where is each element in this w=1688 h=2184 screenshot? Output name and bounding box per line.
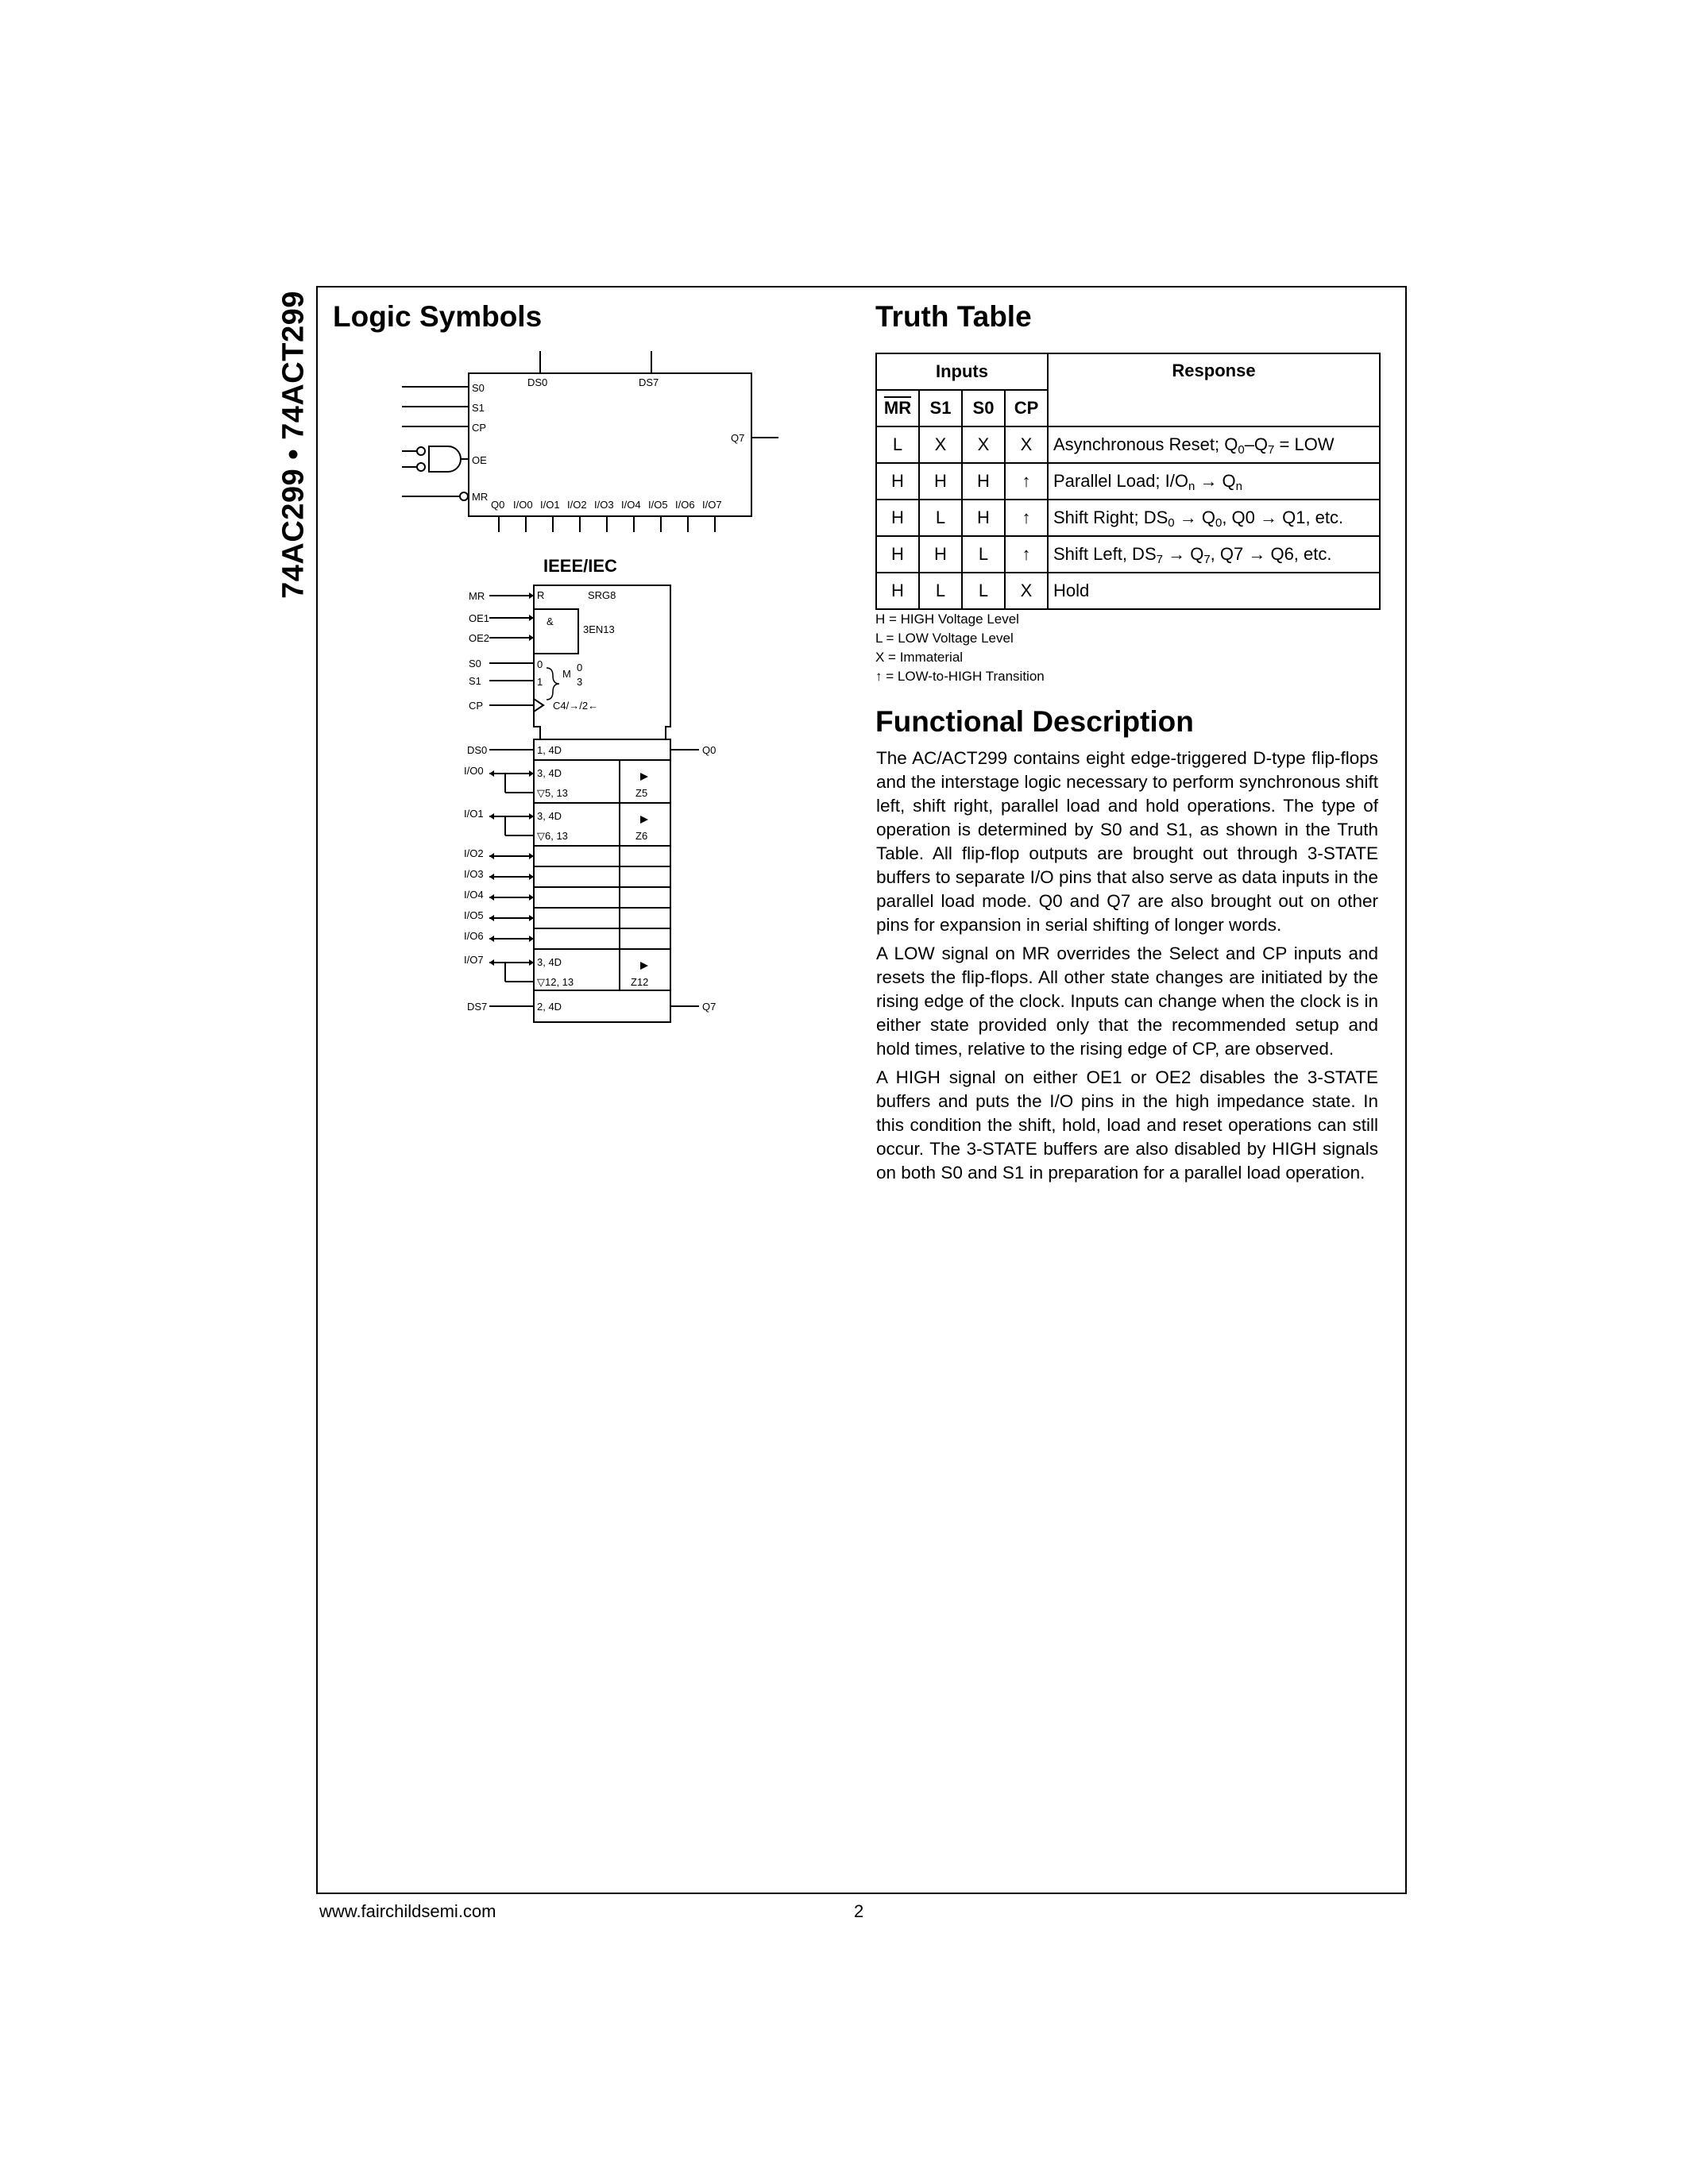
ieee-diagram <box>461 584 731 1032</box>
ieee-ctrl-srg8: SRG8 <box>588 589 616 601</box>
ieee-ctrl-m3: 3 <box>577 676 583 688</box>
pin-ds0: DS0 <box>527 376 548 388</box>
ieee-ctrl-r: R <box>537 589 545 601</box>
logic-symbols-heading: Logic Symbols <box>333 300 543 333</box>
pin-s0: S0 <box>472 382 485 394</box>
ieee-cell-7: 2, 4D <box>537 1001 562 1013</box>
tt-cell: H <box>876 536 919 573</box>
logic-symbol-diagram <box>397 349 794 540</box>
ieee-cell-5: 3, 4D <box>537 956 562 968</box>
ieee-out-q0: Q0 <box>702 744 717 756</box>
truth-table <box>875 353 1381 610</box>
tt-response: Asynchronous Reset; $Q_0-Q_7$ = LOW <box>1048 426 1380 463</box>
functional-p1: The AC/ACT299 contains eight edge-triggered D-type flip-flops and the interstage logic necessary to perform synchronous shift left, shift right, parallel load and hold operations. The type of operation is determined by S0 and S1, as shown in the Truth Table. All flip-flop outputs are brought out through 3-STATE buffers to separate I/O pins that also serve as data inputs in the parallel load mode. Q0 and Q7 are also brought out on other pins for expansion in serial shifting of longer words. <box>876 748 1378 935</box>
tt-cell: H <box>919 463 962 500</box>
tt-cell: L <box>919 573 962 609</box>
tt-cell: L <box>876 426 919 463</box>
side-title-text: 74AC299 • 74ACT299 <box>276 291 311 599</box>
pin-s1: S1 <box>472 402 485 414</box>
ieee-io2: I/O2 <box>464 847 484 859</box>
pin-io4: I/O4 <box>621 499 641 511</box>
pin-oe: OE <box>472 454 487 466</box>
ieee-cell-0: 1, 4D <box>537 744 562 756</box>
pin-cp: CP <box>472 422 487 434</box>
tt-cell: H <box>876 463 919 500</box>
tt-cell: X <box>962 426 1005 463</box>
functional-heading: Functional Description <box>875 705 1194 738</box>
ieee-io5: I/O5 <box>464 909 484 921</box>
legend-l: L = LOW Voltage Level <box>875 631 1014 646</box>
tt-response: Shift Left, $DS_7 \to Q_7$, Q7 → Q6, etc. <box>1048 536 1380 573</box>
footer-url[interactable]: www.fairchildsemi.com <box>319 1901 496 1921</box>
ieee-ctrl-en: 3EN13 <box>583 623 615 635</box>
tt-col-cp: CP <box>1005 390 1048 426</box>
ieee-in-oe1: OE1 <box>469 612 490 624</box>
tt-cell: ↑ <box>1005 536 1048 573</box>
ieee-io4: I/O4 <box>464 889 484 901</box>
table-row <box>876 500 1380 536</box>
tt-cell: X <box>1005 426 1048 463</box>
ieee-cell-4: ▽6, 13 <box>537 830 568 842</box>
ieee-ctrl-m0: 0 <box>577 662 583 673</box>
truth-table-legend <box>875 610 1045 686</box>
ieee-cell-6: ▽12, 13 <box>537 976 574 988</box>
tt-response: Parallel Load; $I/O_n \to Q_n$ <box>1048 463 1380 500</box>
ieee-z12: Z12 <box>631 976 649 988</box>
tt-response: Shift Right; $DS_0 \to Q_0$, Q0 → Q1, etc. <box>1048 500 1380 536</box>
ieee-ds7: DS7 <box>467 1001 488 1013</box>
pin-io3: I/O3 <box>594 499 614 511</box>
ieee-cell-3: 3, 4D <box>537 810 562 822</box>
ieee-io6: I/O6 <box>464 930 484 942</box>
functional-description <box>876 747 1378 1190</box>
ieee-z6: Z6 <box>635 830 648 842</box>
tt-cell: L <box>962 573 1005 609</box>
pin-q7: Q7 <box>731 432 745 444</box>
ieee-cell-2: ▽5, 13 <box>537 787 568 799</box>
pin-mr: MR <box>472 491 489 503</box>
tt-cell: H <box>962 500 1005 536</box>
legend-h: H = HIGH Voltage Level <box>875 612 1019 627</box>
table-row <box>876 426 1380 463</box>
table-row <box>876 573 1380 609</box>
tt-cell: H <box>919 536 962 573</box>
tt-cell: L <box>919 500 962 536</box>
pin-q0: Q0 <box>491 499 505 511</box>
ieee-io0: I/O0 <box>464 765 484 777</box>
tt-col-mr: $\overline{MR}$ <box>876 390 919 426</box>
tt-group-inputs: Inputs <box>876 353 1048 390</box>
ieee-ctrl-m: M <box>562 668 571 680</box>
tt-response: Hold <box>1048 573 1380 609</box>
functional-p3: A HIGH signal on either OE1 or OE2 disables the 3-STATE buffers and puts the I/O pins in the high impedance state. In this condition the shift, hold, load and reset operations can still occur. The 3-STATE buffers are also disabled by HIGH signals on both S0 and S1 in preparation for a parallel load operation. <box>876 1067 1378 1183</box>
ieee-ctrl-1: 1 <box>537 676 543 688</box>
tt-cell: L <box>962 536 1005 573</box>
ieee-io3: I/O3 <box>464 868 484 880</box>
ieee-cell-1: 3, 4D <box>537 767 562 779</box>
tt-col-s0: S0 <box>962 390 1005 426</box>
functional-p2: A LOW signal on MR overrides the Select and CP inputs and resets the flip-flops. All other state changes are initiated by the rising edge of the clock. Inputs can change when the clock is in either state provided only that the recommended setup and hold times, relative to the rising edge of CP, are observed. <box>876 943 1378 1059</box>
page-number: 2 <box>854 1901 864 1921</box>
ieee-io1: I/O1 <box>464 808 484 820</box>
tt-cell: ↑ <box>1005 463 1048 500</box>
tt-cell: H <box>876 500 919 536</box>
ieee-out-q7: Q7 <box>702 1001 717 1013</box>
tt-cell: H <box>876 573 919 609</box>
ieee-ctrl-and: & <box>547 615 554 627</box>
ieee-ctrl-0: 0 <box>537 658 543 670</box>
legend-transition: ↑ = LOW-to-HIGH Transition <box>875 669 1045 684</box>
tt-col-s1: S1 <box>919 390 962 426</box>
tt-cell: ↑ <box>1005 500 1048 536</box>
ieee-in-cp: CP <box>469 700 484 712</box>
tt-cell: H <box>962 463 1005 500</box>
pin-io2: I/O2 <box>567 499 587 511</box>
pin-ds7: DS7 <box>639 376 659 388</box>
table-row <box>876 536 1380 573</box>
tt-group-response: Response <box>1048 353 1380 426</box>
ieee-ds0: DS0 <box>467 744 488 756</box>
side-title <box>274 286 314 604</box>
ieee-io7: I/O7 <box>464 954 484 966</box>
ieee-label: IEEE/IEC <box>543 556 617 576</box>
ieee-in-mr: MR <box>469 590 485 602</box>
pin-io1: I/O1 <box>540 499 560 511</box>
truth-table-heading: Truth Table <box>875 300 1032 333</box>
rising-edge-icon: ↑ <box>875 669 886 684</box>
ieee-in-oe2: OE2 <box>469 632 490 644</box>
pin-io6: I/O6 <box>675 499 695 511</box>
ieee-in-s0: S0 <box>469 658 481 669</box>
ieee-z5: Z5 <box>635 787 648 799</box>
ieee-ctrl-c4: C4/→/2← <box>553 700 599 712</box>
table-row <box>876 463 1380 500</box>
pin-io7: I/O7 <box>702 499 722 511</box>
tt-cell: X <box>1005 573 1048 609</box>
ieee-in-s1: S1 <box>469 675 481 687</box>
tt-cell: X <box>919 426 962 463</box>
legend-x: X = Immaterial <box>875 650 964 665</box>
pin-io0: I/O0 <box>513 499 533 511</box>
pin-io5: I/O5 <box>648 499 668 511</box>
